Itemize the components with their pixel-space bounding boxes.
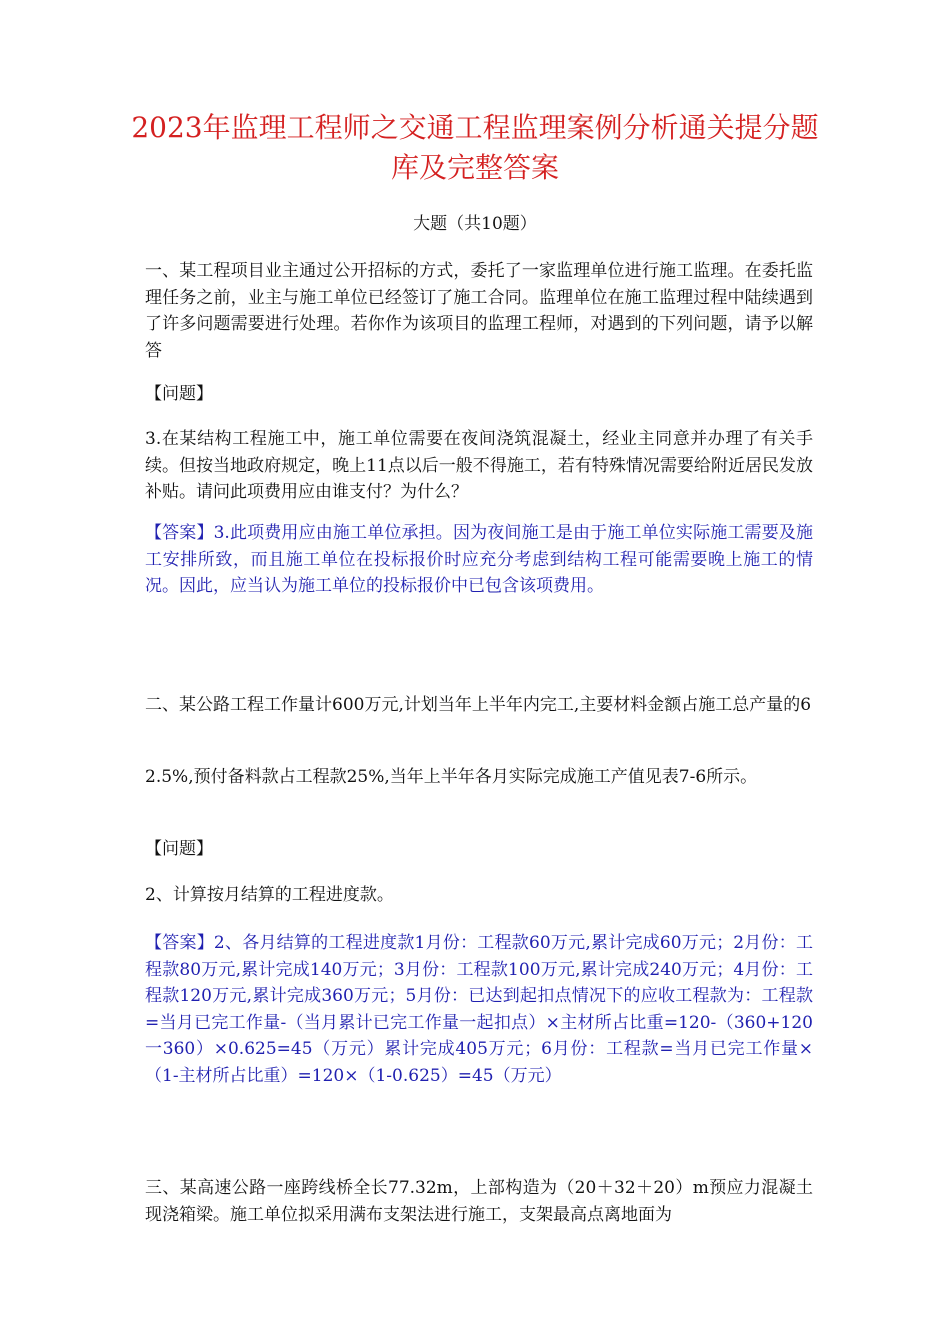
document-title: 2023年监理工程师之交通工程监理案例分析通关提分题库及完整答案	[131, 111, 819, 184]
q2-question: 2、计算按月结算的工程进度款。	[145, 885, 394, 905]
q2-intro-continued: 2.5%,预付备料款占工程款25%,当年上半年各月实际完成施工产值见表7-6所示。	[145, 767, 758, 787]
q3-intro: 三、某高速公路一座跨线桥全长77.32m，上部构造为（20＋32＋20）m预应力混凝土现浇箱梁。施工单位拟采用满布支架法进行施工，支架最高点离地面为	[145, 1178, 813, 1225]
q1-question: 3.在某结构工程施工中，施工单位需要在夜间浇筑混凝土，经业主同意并办理了有关手续。但按当地政府规定，晚上11点以后一般不得施工，若有特殊情况需要给附近居民发放补贴。请问此项费用应由谁支付？为什么？	[145, 429, 813, 502]
q1-answer: 【答案】3.此项费用应由施工单位承担。因为夜间施工是由于施工单位实际施工需要及施工安排所致，而且施工单位在投标报价时应充分考虑到结构工程可能需要晚上施工的情况。因此，应当认为施工单位的投标报价中已包含该项费用。	[145, 523, 813, 596]
q1-question-label: 【问题】	[145, 384, 213, 404]
q2-answer: 【答案】2、各月结算的工程进度款1月份：工程款60万元,累计完成60万元；2月份：工程款80万元,累计完成140万元；3月份：工程款100万元,累计完成240万元；4月份：工程款120万元,累计完成360万元；5月份：已达到起扣点情况下的应收工程款为：工程款=当月已完工作量-（当月累计已完工作量一起扣点）×主材所占比重=120-（360+120一360）×0.625=45（万元）累计完成405万元；6月份：工程款=当月已完工作量×（1-主材所占比重）=120×（1-0.625）=45（万元）	[145, 933, 813, 1086]
section-subtitle: 大题（共10题）	[413, 214, 537, 234]
q2-question-label: 【问题】	[145, 839, 213, 859]
q1-intro: 一、某工程项目业主通过公开招标的方式，委托了一家监理单位进行施工监理。在委托监理任务之前，业主与施工单位已经签订了施工合同。监理单位在施工监理过程中陆续遇到了许多问题需要进行处理。若你作为该项目的监理工程师，对遇到的下列问题，请予以解答	[145, 261, 813, 361]
q2-intro: 二、某公路工程工作量计600万元,计划当年上半年内完工,主要材料金额占施工总产量的6	[145, 695, 812, 715]
